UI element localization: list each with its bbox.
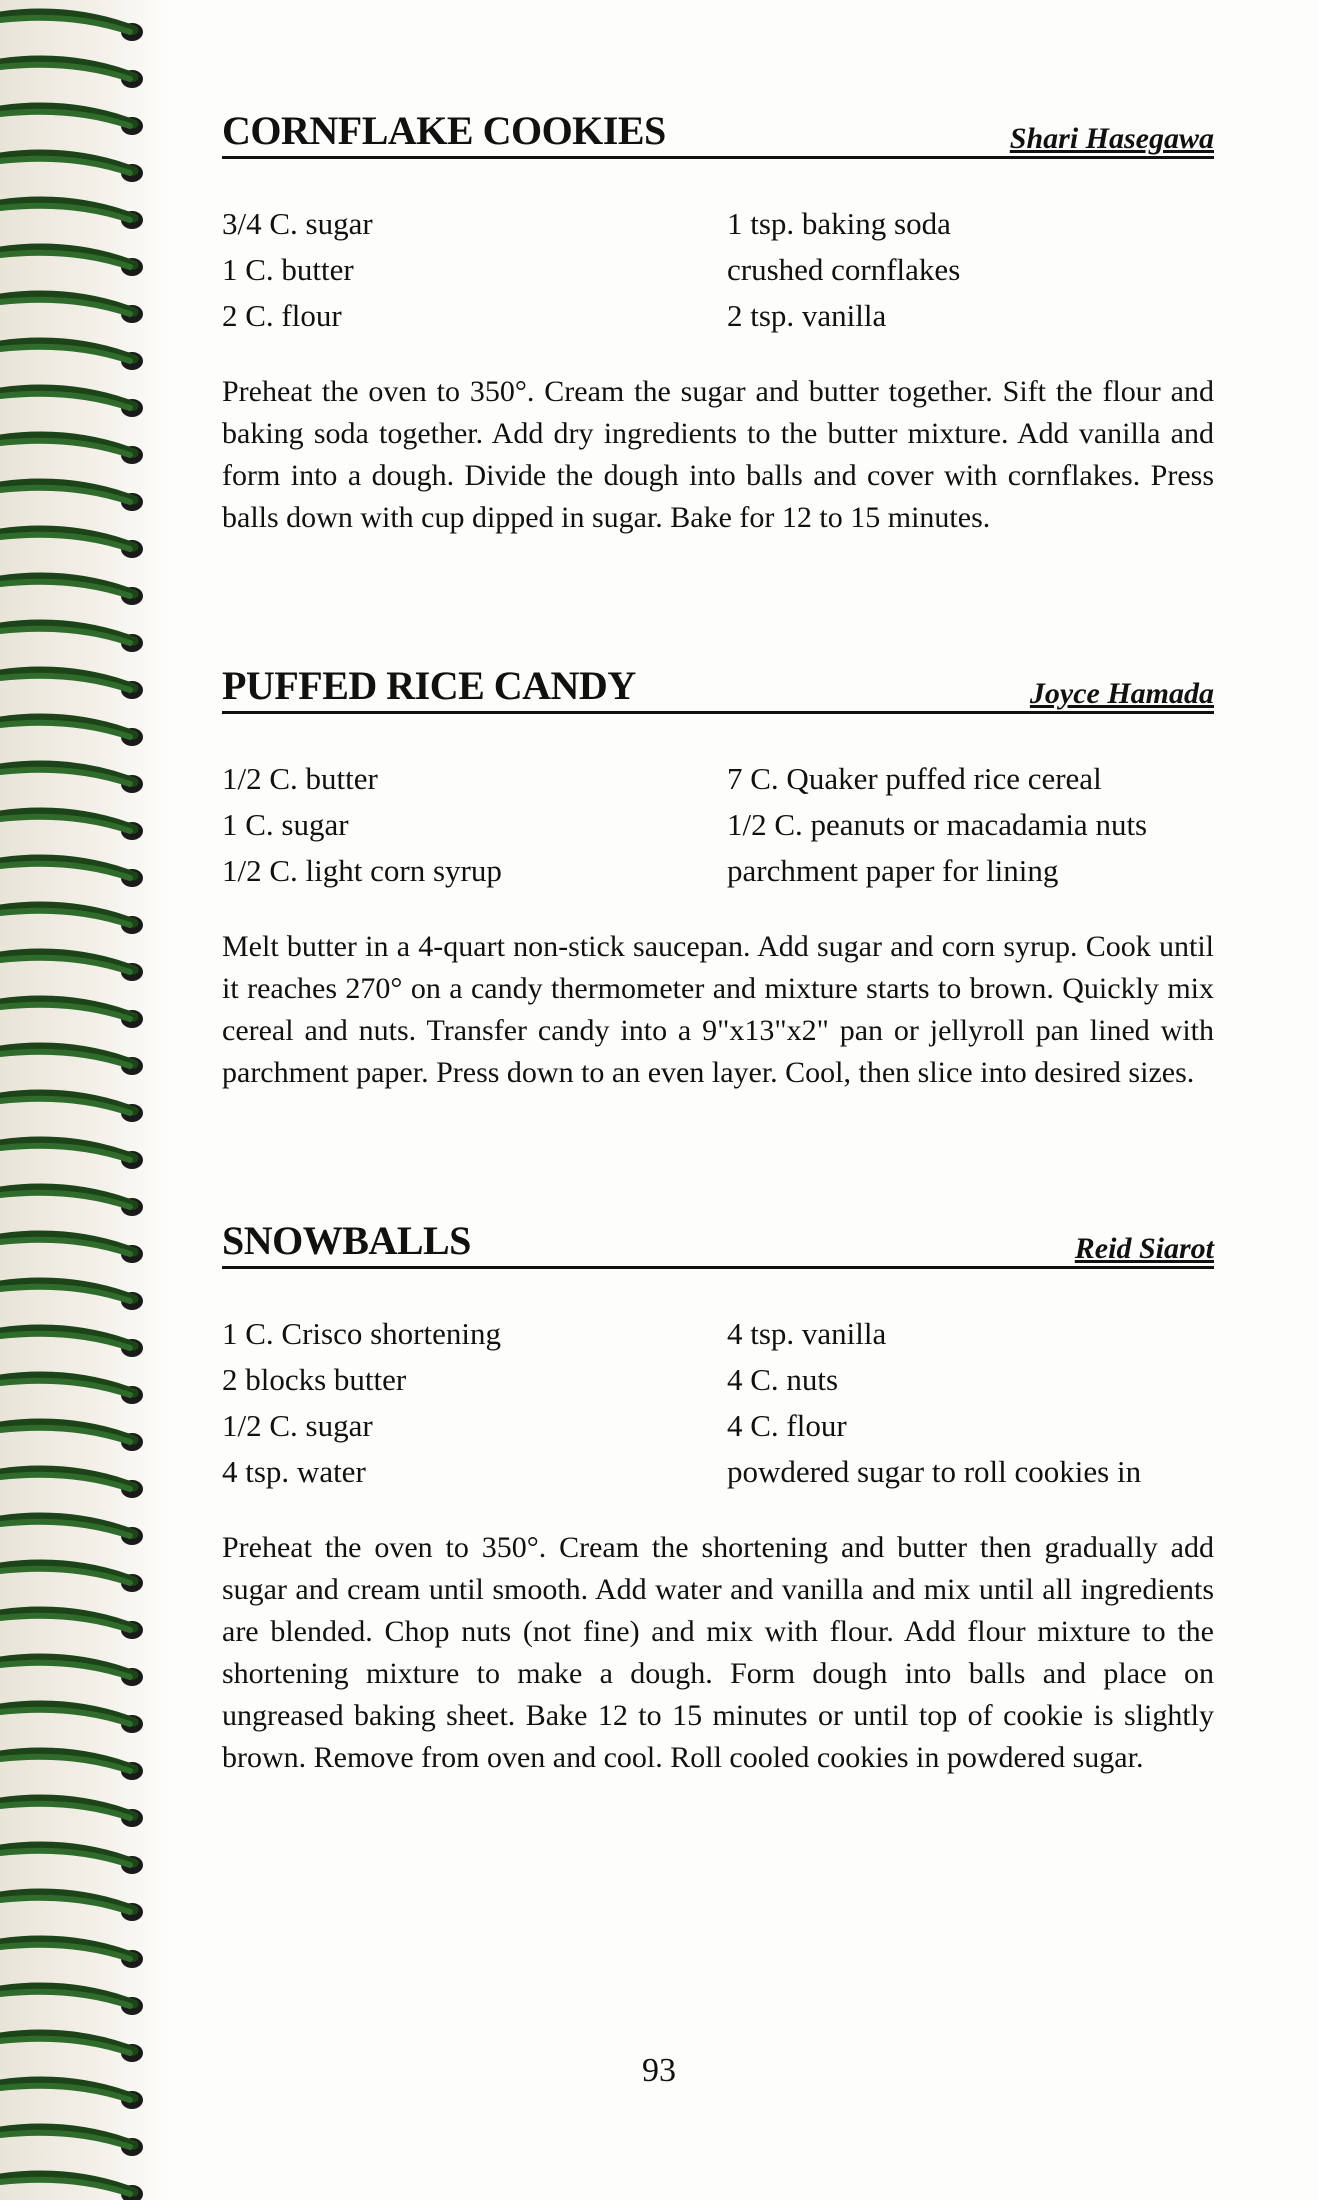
ingredient-item: parchment paper for lining [727,853,1059,888]
ingredient-item: 1/2 C. peanuts or macadamia nuts [727,807,1148,842]
ingredients-left-column [222,756,709,894]
ingredient-item: 4 tsp. water [222,1454,366,1489]
ingredients-left-column [222,201,709,339]
ingredients-left-column [222,1311,709,1495]
ingredient-item: 2 C. flour [222,298,342,333]
recipe-directions: Preheat the oven to 350°. Cream the shortening and butter then gradually add sugar and cream until smooth. Add water and vanilla and mix until all ingredients are blended. Chop nuts (not fine) and mix with flour. Add flour mixture to the shortening mixture to make a dough. Form dough into balls and place on ungreased baking sheet. Bake 12 to 15 minutes or until top of cookie is slightly brown. Remove from oven and cool. Roll cooled cookies in powdered sugar. [222,1531,1214,1774]
ingredients-right-column [709,201,1214,339]
recipe-puffed-rice-candy [222,665,1214,1094]
ingredient-item: 1/2 C. light corn syrup [222,853,502,888]
recipe-title: CORNFLAKE COOKIES [222,108,666,153]
page-number: 93 [642,2052,676,2089]
recipe-header [222,665,1214,714]
ingredient-item: 1 tsp. baking soda [727,206,951,241]
recipe-author: Reid Siarot [1074,1232,1214,1265]
ingredient-item: 2 tsp. vanilla [727,298,887,333]
ingredient-item: crushed cornflakes [727,252,961,287]
spiral-binding [0,0,170,2200]
recipe-directions: Melt butter in a 4-quart non-stick saucepan. Add sugar and corn syrup. Cook until it reaches 270° on a candy thermometer and mixture starts to brown. Quickly mix cereal and nuts. Transfer candy into a 9"x13"x2" pan or jellyroll pan lined with parchment paper. Press down to an even layer. Cool, then slice into desired sizes. [222,930,1214,1089]
ingredient-item: 4 C. flour [727,1408,847,1443]
ingredient-item: 4 C. nuts [727,1362,839,1397]
ingredient-item: 3/4 C. sugar [222,206,373,241]
recipe-cornflake-cookies [222,110,1214,539]
recipe-header [222,1220,1214,1269]
ingredient-item: 1 C. butter [222,252,354,287]
ingredients-right-column [709,756,1214,894]
ingredients-list [222,1311,1214,1495]
spiral-coil-icon [0,0,170,2200]
ingredients-list [222,201,1214,339]
recipe-header [222,110,1214,159]
recipe-title: PUFFED RICE CANDY [222,663,636,708]
recipe-snowballs [222,1220,1214,1779]
ingredient-item: 7 C. Quaker puffed rice cereal [727,761,1102,796]
recipe-title: SNOWBALLS [222,1218,471,1263]
ingredient-item: 1 C. sugar [222,807,349,842]
ingredients-right-column [709,1311,1214,1495]
ingredient-item: 4 tsp. vanilla [727,1316,887,1351]
ingredient-item: 1/2 C. sugar [222,1408,373,1443]
ingredient-item: 1/2 C. butter [222,761,378,796]
ingredient-item: 2 blocks butter [222,1362,407,1397]
recipe-author: Joyce Hamada [1029,677,1214,710]
ingredient-item: powdered sugar to roll cookies in [727,1454,1142,1489]
recipe-directions: Preheat the oven to 350°. Cream the sugar and butter together. Sift the flour and baking soda together. Add dry ingredients to the butter mixture. Add vanilla and form into a dough. Divide the dough into balls and cover with cornflakes. Press balls down with cup dipped in sugar. Bake for 12 to 15 minutes. [222,375,1214,534]
recipe-author: Shari Hasegawa [1009,122,1214,155]
ingredient-item: 1 C. Crisco shortening [222,1316,501,1351]
ingredients-list [222,756,1214,894]
